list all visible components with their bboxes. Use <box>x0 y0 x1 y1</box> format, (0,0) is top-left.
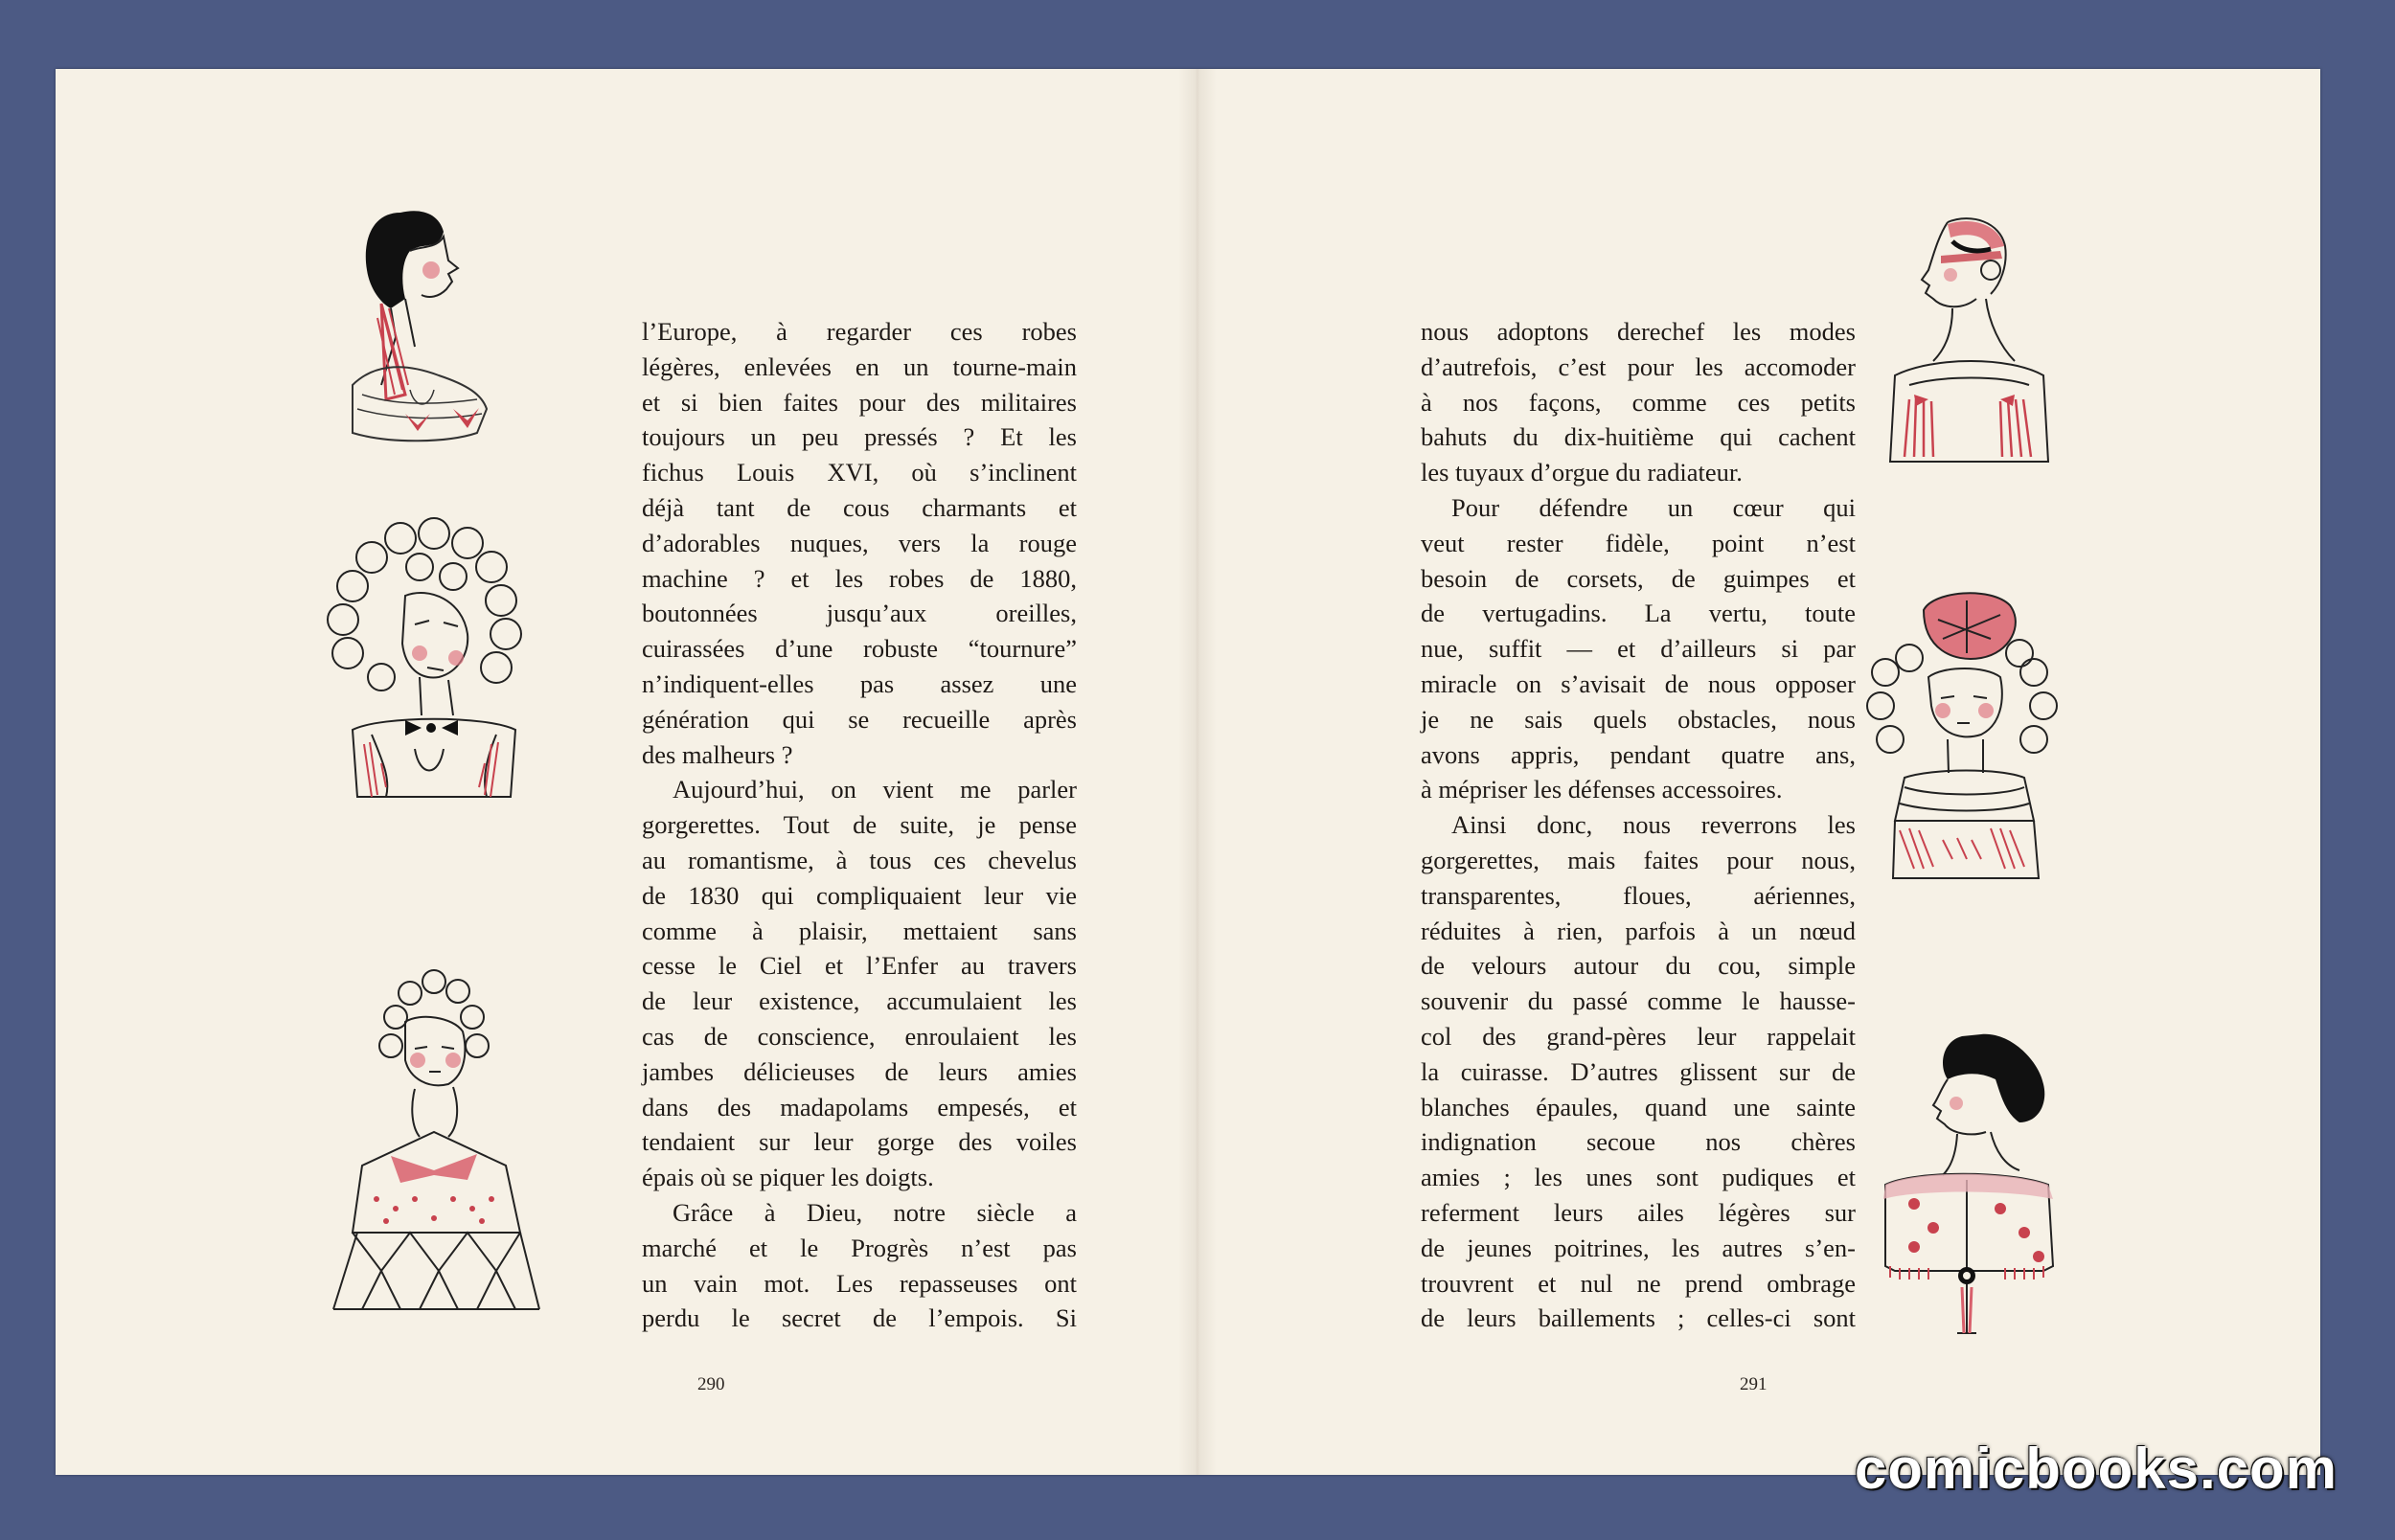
text-line: nue, suffit — et d’ailleurs si par <box>1421 634 1856 664</box>
text-line: de leurs baillements ; celles-ci sont <box>1421 1303 1856 1333</box>
text-line: gorgerettes, mais faites pour nous, <box>1421 845 1856 874</box>
text-line: referment leurs ailes légères sur <box>1421 1197 1856 1227</box>
text-line: nous adoptons derechef les modes <box>1421 317 1856 346</box>
text-line: d’adorables nuques, vers la rouge <box>642 528 1077 557</box>
text-line: avons appris, pendant quatre ans, <box>1421 739 1856 769</box>
illustration-woman-turban <box>1847 581 2077 888</box>
text-line: Pour défendre un cœur qui <box>1451 492 1856 522</box>
illustration-woman-shawl <box>324 964 554 1319</box>
illustration-woman-headscarf <box>1857 203 2077 490</box>
text-line: cesse le Ciel et l’Enfer au travers <box>642 951 1077 981</box>
text-line: de 1830 qui compliquaient leur vie <box>642 880 1077 910</box>
text-line: cas de conscience, enroulaient les <box>642 1021 1077 1051</box>
text-line: comme à plaisir, mettaient sans <box>642 916 1077 945</box>
text-line: trouvrent et nul ne prend ombrage <box>1421 1268 1856 1298</box>
text-line: la cuirasse. D’autres glissent sur de <box>1421 1056 1856 1086</box>
text-line: jambes délicieuses de leurs amies <box>642 1056 1077 1086</box>
text-line: un vain mot. Les repasseuses ont <box>642 1268 1077 1298</box>
text-line: amies ; les unes sont pudiques et <box>1421 1163 1856 1192</box>
text-line: à mépriser les défenses accessoires. <box>1421 775 1783 804</box>
text-line: col des grand-pères leur rappelait <box>1421 1021 1856 1051</box>
text-line: transparentes, floues, aériennes, <box>1421 880 1856 910</box>
text-line: Ainsi donc, nous reverrons les <box>1451 810 1856 840</box>
text-line: Aujourd’hui, on vient me parler <box>673 775 1077 804</box>
text-line: réduites à rien, parfois à un nœud <box>1421 916 1856 945</box>
text-line: de jeunes poitrines, les autres s’en- <box>1421 1233 1856 1262</box>
text-line: besoin de corsets, de guimpes et <box>1421 563 1856 593</box>
text-line: miracle on s’avisait de nous opposer <box>1421 668 1856 698</box>
illustration-woman-curly-wig <box>314 510 544 806</box>
text-line: boutonnées jusqu’aux oreilles, <box>642 599 1077 628</box>
text-line: de velours autour du cou, simple <box>1421 951 1856 981</box>
text-line: de vertugadins. La vertu, toute <box>1421 599 1856 628</box>
text-line: souvenir du passé comme le hausse- <box>1421 986 1856 1016</box>
text-line: épais où se piquer les doigts. <box>642 1163 934 1192</box>
text-line: fichus Louis XVI, où s’inclinent <box>642 458 1077 487</box>
page-number-right: 291 <box>1740 1374 1768 1394</box>
text-line: dans des madapolams empesés, et <box>642 1092 1077 1121</box>
text-line: déjà tant de cous charmants et <box>642 492 1077 522</box>
text-line: de leur existence, accumulaient les <box>642 986 1077 1016</box>
watermark: comicbooks.com <box>1854 1437 2338 1501</box>
text-line: génération qui se recueille après <box>642 704 1077 734</box>
text-line: marché et le Progrès n’est pas <box>642 1233 1077 1262</box>
illustration-woman-black-hair <box>314 193 535 462</box>
text-line: perdu le secret de l’empois. Si <box>642 1303 1077 1333</box>
text-line: gorgerettes. Tout de suite, je pense <box>642 810 1077 840</box>
text-line: les tuyaux d’orgue du radiateur. <box>1421 458 1743 487</box>
illustration-woman-short-hair <box>1857 1027 2087 1343</box>
text-line: légères, enlevées en un tourne-main <box>642 351 1077 381</box>
right-page-text <box>1421 314 1856 1336</box>
text-line: et si bien faites pour des militaires <box>642 387 1077 417</box>
text-line: blanches épaules, quand une sainte <box>1421 1092 1856 1121</box>
text-line: cuirassées d’une robuste “tournure” <box>642 634 1077 664</box>
left-page-text <box>642 314 1077 1336</box>
text-line: bahuts du dix-huitième qui cachent <box>1421 422 1856 452</box>
text-line: des malheurs ? <box>642 739 793 769</box>
text-line: l’Europe, à regarder ces robes <box>642 317 1077 346</box>
text-line: d’autrefois, c’est pour les accomoder <box>1421 351 1856 381</box>
text-line: toujours un peu pressés ? Et les <box>642 422 1077 452</box>
text-line: machine ? et les robes de 1880, <box>642 563 1077 593</box>
text-line: Grâce à Dieu, notre siècle a <box>673 1197 1077 1227</box>
text-line: n’indiquent-elles pas assez une <box>642 668 1077 698</box>
page-number-left: 290 <box>697 1374 725 1394</box>
text-line: veut rester fidèle, point n’est <box>1421 528 1856 557</box>
book-spread <box>56 69 2320 1475</box>
text-line: au romantisme, à tous ces chevelus <box>642 845 1077 874</box>
text-line: je ne sais quels obstacles, nous <box>1421 704 1856 734</box>
text-line: indignation secoue nos chères <box>1421 1127 1856 1157</box>
text-line: tendaient sur leur gorge des voiles <box>642 1127 1077 1157</box>
text-line: à nos façons, comme ces petits <box>1421 387 1856 417</box>
book-gutter <box>1178 69 1217 1475</box>
